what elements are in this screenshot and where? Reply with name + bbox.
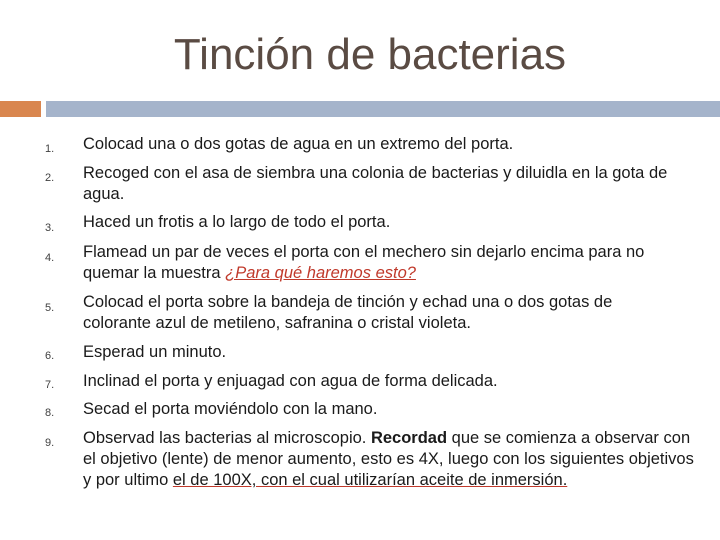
list-number: 6. [45, 350, 55, 362]
list-item: Recoged con el asa de siembra una colonia de bacterias y diluidla en la gota de agua. [83, 164, 668, 203]
slide-title: Tinción de bacterias [173, 30, 567, 79]
underlined-text: el de 100X, con el cual utilizarían aceite de inmersión. [172, 471, 568, 489]
list-item [83, 428, 698, 491]
list-item-text: Observad las bacterias al microscopio. [83, 429, 371, 447]
list-number: 4. [45, 252, 55, 264]
list-number: 8. [45, 407, 55, 419]
list-item: Colocad el porta sobre la bandeja de tinción y echad una o dos gotas de colorante azul de metileno, safranina o cristal violeta. [83, 293, 613, 332]
bold-text: Recordad [370, 429, 448, 447]
list-item: Inclinad el porta y enjuagad con agua de forma delicada. [83, 372, 498, 390]
list-item: Colocad una o dos gotas de agua en un extremo del porta. [83, 135, 514, 153]
list-item: Esperad un minuto. [83, 343, 227, 361]
list-number: 2. [45, 172, 55, 184]
list-number: 7. [45, 379, 55, 391]
list-item-text: Flamead un par de veces el porta con el mechero sin dejarlo encima para no quemar la muestra [83, 243, 645, 282]
list-item: Haced un frotis a lo largo de todo el porta. [83, 213, 391, 231]
list-number: 1. [45, 143, 55, 155]
list-item-text: que se comienza a observar con el objetivo (lente) de menor aumento, esto es 4X, luego con los siguientes objetivos y por ultimo [83, 429, 694, 489]
list-number: 9. [45, 437, 55, 449]
list-number: 5. [45, 302, 55, 314]
list-number: 3. [45, 222, 55, 234]
list-item: Secad el porta moviéndolo con la mano. [83, 400, 378, 418]
list-item [83, 242, 663, 284]
question-link[interactable]: ¿Para qué haremos esto? [225, 264, 416, 282]
